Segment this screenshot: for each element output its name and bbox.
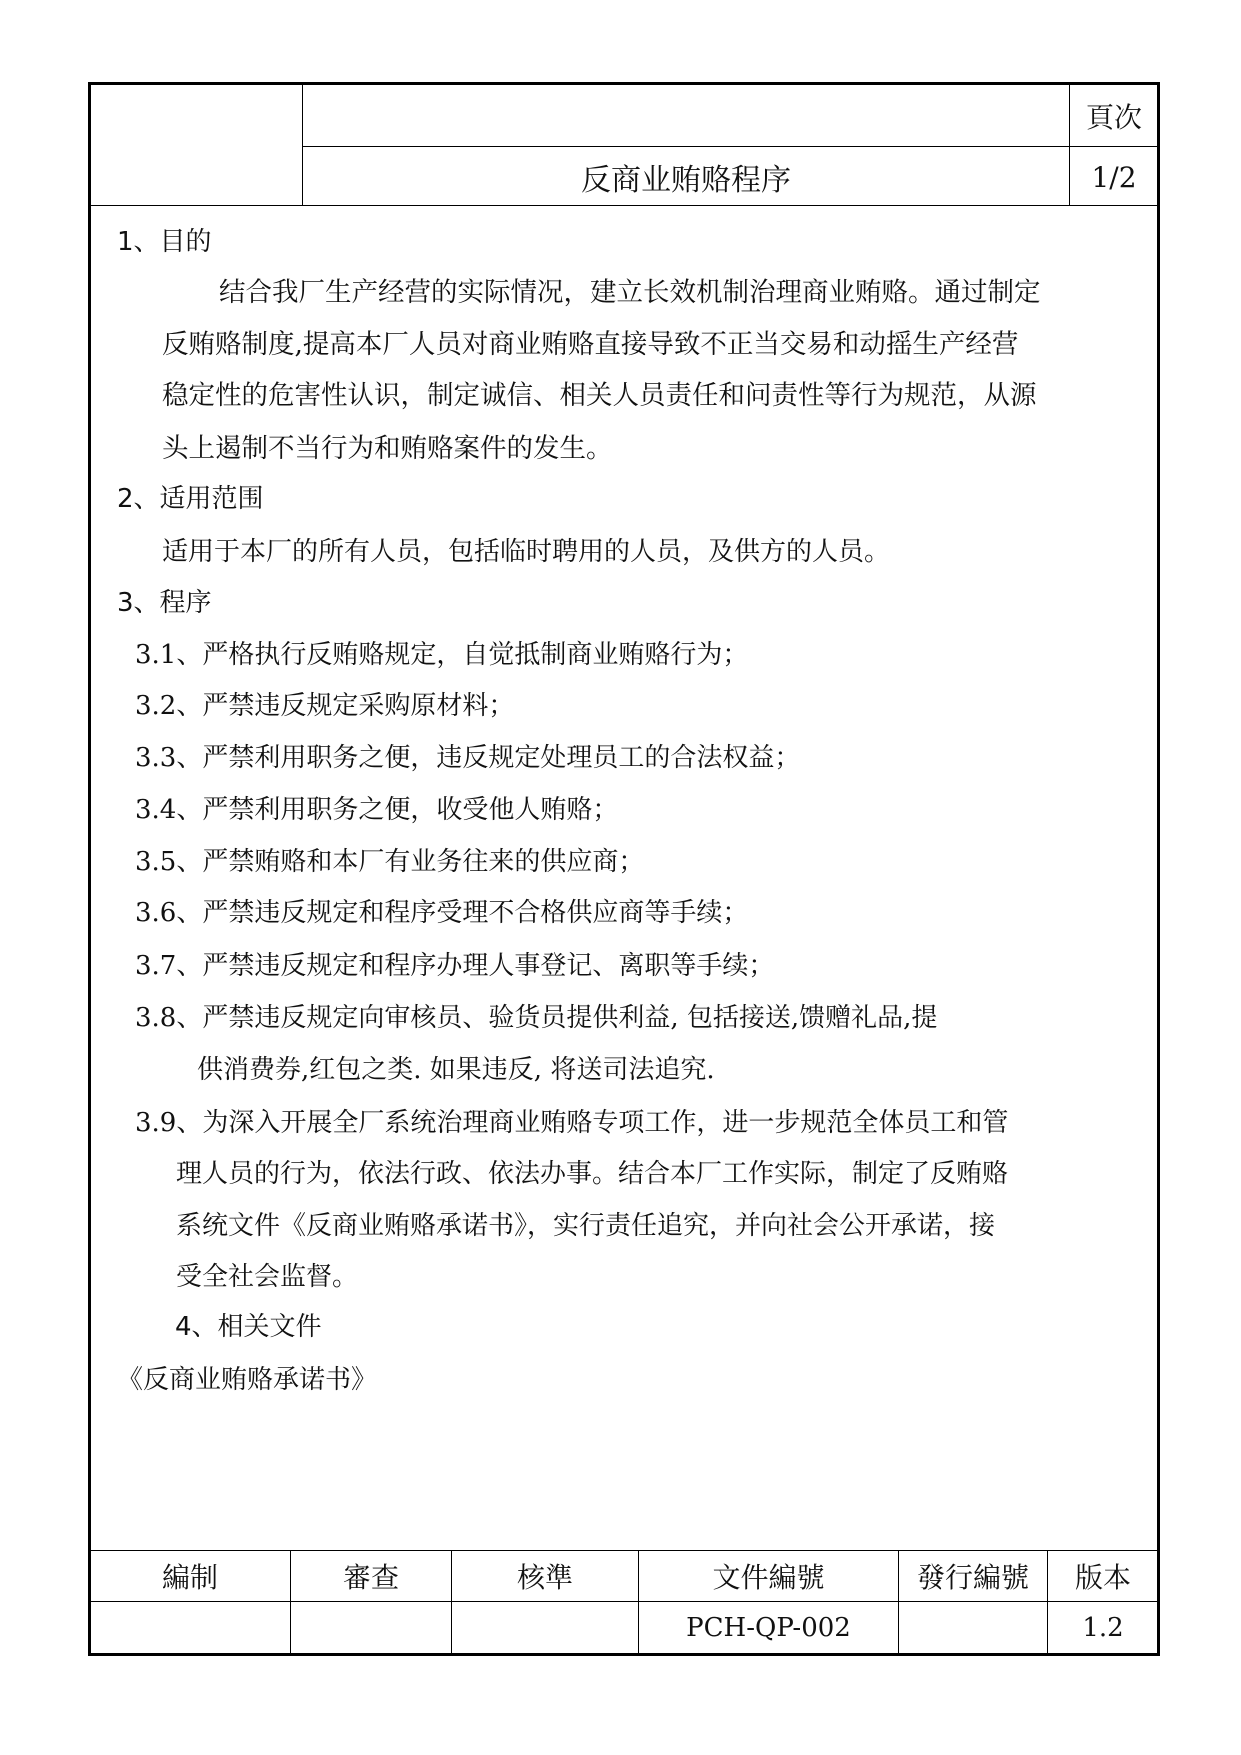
procedure-item: 3.1、严格执行反贿赂规定，自觉抵制商业贿赂行为； <box>135 640 749 670</box>
procedure-item-continued: 系统文件《反商业贿赂承诺书》，实行责任追究，并向社会公开承诺，接 <box>176 1211 996 1241</box>
header-bottom-line <box>89 205 1158 206</box>
section-2-line: 适用于本厂的所有人员，包括临时聘用的人员，及供方的人员。 <box>162 537 891 567</box>
procedure-item-continued: 理人员的行为，依法行政、依法办事。结合本厂工作实际，制定了反贿赂 <box>176 1159 1009 1189</box>
section-1-heading: 1、目的 <box>117 227 212 257</box>
document-title: 反商业贿赂程序 <box>581 163 791 198</box>
section-4-heading: 4、相关文件 <box>175 1312 322 1342</box>
footer-value-version: 1.2 <box>1082 1613 1124 1643</box>
procedure-item-continued: 受全社会监督。 <box>176 1262 359 1292</box>
footer-value-prepared <box>90 1603 290 1653</box>
footer-value-reviewed <box>291 1603 451 1653</box>
footer-value-approved <box>452 1603 638 1653</box>
footer-header-prepared: 編制 <box>161 1561 218 1594</box>
section-1-line: 反贿赂制度,提高本厂人员对商业贿赂直接导致不正当交易和动摇生产经营 <box>162 329 1019 360</box>
footer-header-issue-number: 發行編號 <box>916 1561 1029 1594</box>
footer-header-reviewed: 審查 <box>342 1561 399 1594</box>
procedure-item: 3.7、严禁违反规定和程序办理人事登记、离职等手续； <box>135 951 775 981</box>
footer-header-approved: 核準 <box>516 1561 573 1594</box>
header-mid-line <box>303 146 1158 147</box>
footer-top-line <box>89 1550 1158 1551</box>
procedure-item: 3.6、严禁违反规定和程序受理不合格供应商等手续； <box>135 898 749 928</box>
footer-value-issue-number <box>899 1603 1047 1653</box>
section-1-line: 结合我厂生产经营的实际情况，建立长效机制治理商业贿赂。通过制定 <box>219 277 1041 308</box>
related-document: 《反商业贿赂承诺书》 <box>117 1365 378 1395</box>
section-3-heading: 3、程序 <box>117 588 212 618</box>
procedure-item: 3.2、严禁违反规定采购原材料； <box>135 691 515 721</box>
procedure-item: 3.8、严禁违反规定向审核员、验货员提供利益, 包括接送,馈赠礼品,提 <box>135 1003 938 1033</box>
procedure-item: 3.4、严禁利用职务之便，收受他人贿赂； <box>135 795 619 825</box>
procedure-item: 3.3、严禁利用职务之便，违反规定处理员工的合法权益； <box>135 743 801 773</box>
section-2-heading: 2、适用范围 <box>117 484 264 514</box>
footer-header-doc-number: 文件編號 <box>712 1561 825 1594</box>
page-number: 1/2 <box>1091 160 1137 194</box>
footer-mid-line <box>89 1601 1158 1602</box>
footer-header-version: 版本 <box>1074 1561 1131 1594</box>
procedure-item: 3.9、为深入开展全厂系统治理商业贿赂专项工作，进一步规范全体员工和管 <box>135 1108 1009 1138</box>
section-1-line: 稳定性的危害性认识，制定诚信、相关人员责任和问责性等行为规范，从源 <box>162 380 1037 411</box>
section-1-line: 头上遏制不当行为和贿赂案件的发生。 <box>162 433 613 464</box>
footer-value-doc-number: PCH-QP-002 <box>686 1613 851 1643</box>
page-label: 頁次 <box>1085 101 1142 134</box>
procedure-item-continued: 供消费券,红包之类. 如果违反, 将送司法追究. <box>197 1055 715 1085</box>
procedure-item: 3.5、严禁贿赂和本厂有业务往来的供应商； <box>135 847 645 877</box>
